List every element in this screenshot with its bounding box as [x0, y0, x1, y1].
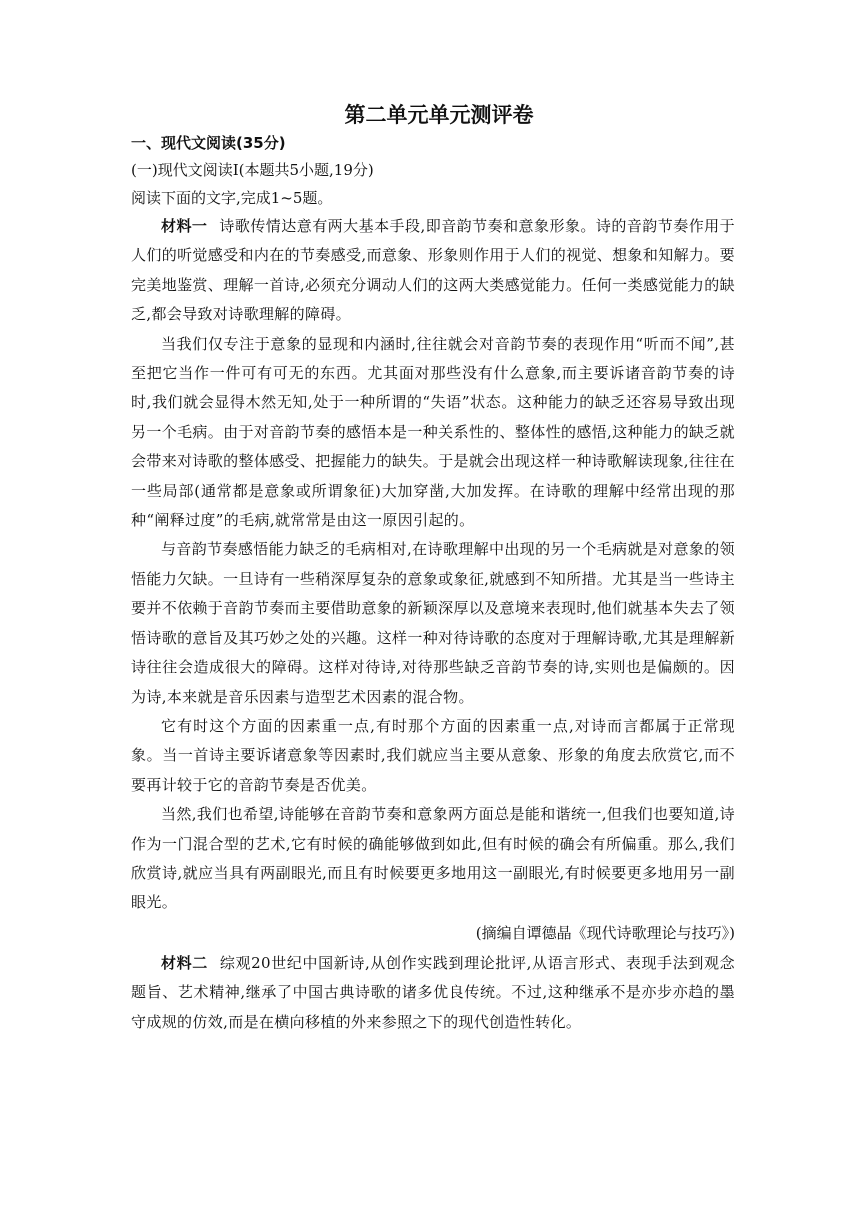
page-title: 第二单元单元测评卷 [344, 103, 534, 127]
material1-paragraph-2: 当我们仅专注于意象的显现和内涵时,往往就会对音韵节奏的表现作用“听而不闻”,甚至把它当作一件可有可无的东西。尤其面对那些没有什么意象,而主要诉诸音韵节奏的诗时,我们就会显得木然无知,处于一种所谓的“失语”状态。这种能力的缺乏还容易导致出现另一个毛病。由于对音韵节奏的感悟本是一种关系性的、整体性的感悟,这种能力的缺乏就会带来对诗歌的整体感受、把握能力的缺失。于是就会出现这样一种诗歌解读现象,往往在一些局部(通常都是意象或所谓象征)大加穿凿,大加发挥。在诗歌的理解中经常出现的那种“阐释过度”的毛病,就常常是由这一原因引起的。 [131, 334, 735, 530]
material1-paragraph-4: 它有时这个方面的因素重一点,有时那个方面的因素重一点,对诗而言都属于正常现象。当一首诗主要诉诸意象等因素时,我们就应当主要从意象、形象的角度去欣赏它,而不要再计较于它的音韵节奏是否优美。 [131, 716, 735, 794]
material1-paragraph-3: 与音韵节奏感悟能力缺乏的毛病相对,在诗歌理解中出现的另一个毛病就是对意象的领悟能力欠缺。一旦诗有一些稍深厚复杂的意象或象征,就感到不知所措。尤其是当一些诗主要并不依赖于音韵节奏而主要借助意象的新颖深厚以及意境来表现时,他们就基本失去了领悟诗歌的意旨及其巧妙之处的兴趣。这样一种对待诗歌的态度对于理解诗歌,尤其是理解新诗往往会造成很大的障碍。这样对待诗,对待那些缺乏音韵节奏的诗,实则也是偏颇的。因为诗,本来就是音乐因素与造型艺术因素的混合物。 [131, 540, 735, 706]
section-heading: 一、现代文阅读(35分) [131, 134, 286, 152]
material2-paragraph-1-text: 综观20世纪中国新诗,从创作实践到理论批评,从语言形式、表现手法到观念题旨、艺术精神,继承了中国古典诗歌的诸多优良传统。不过,这种继承不是亦步亦趋的墨守成规的仿效,而是在横向移植的外来参照之下的现代创造性转化。 [131, 953, 735, 1031]
material1-label: 材料一 [161, 217, 208, 235]
document-page [131, 100, 735, 1037]
material2-label: 材料二 [161, 953, 208, 972]
material1-paragraph-5: 当然,我们也希望,诗能够在音韵节奏和意象两方面总是能和谐统一,但我们也要知道,诗作为一门混合型的艺术,它有时候的确能够做到如此,但有时候的确会有所偏重。那么,我们欣赏诗,就应当具有两副眼光,而且有时候要更多地用这一副眼光,有时候要更多地用另一副眼光。 [131, 805, 735, 912]
material1-paragraph-1 [131, 212, 735, 330]
reading-instruction: 阅读下面的文字,完成1~5题。 [131, 189, 333, 207]
material2-paragraph-1 [131, 949, 735, 1037]
material1-paragraph-1-text: 诗歌传情达意有两大基本手段,即音韵节奏和意象形象。诗的音韵节奏作用于人们的听觉感受和内在的节奏感受,而意象、形象则作用于人们的视觉、想象和知解力。要完美地鉴赏、理解一首诗,必须充分调动人们的这两大类感觉能力。任何一类感觉能力的缺乏,都会导致对诗歌理解的障碍。 [131, 217, 735, 324]
section-subheading: (一)现代文阅读Ⅰ(本题共5小题,19分) [131, 161, 374, 179]
material1-source: (摘编自谭德晶《现代诗歌理论与技巧》) [475, 923, 735, 942]
